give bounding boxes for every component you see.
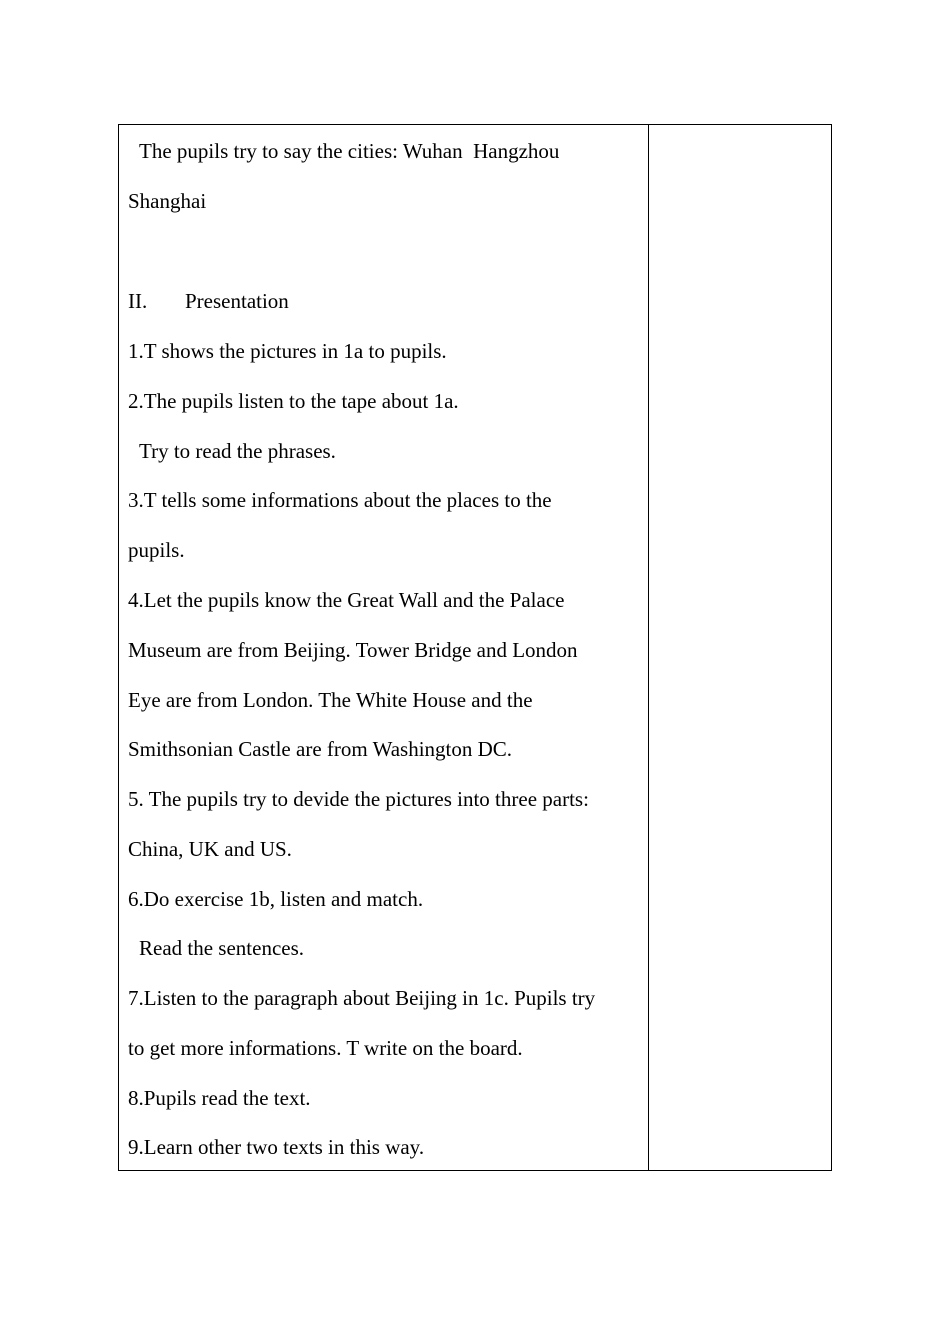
list-item: 3.T tells some informations about the places to the <box>128 488 552 512</box>
list-item: 4.Let the pupils know the Great Wall and the Palace <box>128 588 565 612</box>
list-item: Smithsonian Castle are from Washington DC. <box>128 737 513 761</box>
list-item: 8.Pupils read the text. <box>128 1086 311 1110</box>
list-item: 1.T shows the pictures in 1a to pupils. <box>128 339 447 363</box>
list-item: 9.Learn other two texts in this way. <box>128 1135 425 1159</box>
procedure-cell <box>119 125 649 1170</box>
list-item: Museum are from Beijing. Tower Bridge and London <box>128 638 578 662</box>
list-item: 5. The pupils try to devide the pictures into three parts: <box>128 787 589 811</box>
list-item: Try to read the phrases. <box>139 439 336 463</box>
list-item: Eye are from London. The White House and the <box>128 688 533 712</box>
list-item: 2.The pupils listen to the tape about 1a. <box>128 389 459 413</box>
list-item: to get more informations. T write on the board. <box>128 1036 523 1060</box>
text-line: The pupils try to say the cities: Wuhan Hangzhou <box>139 139 560 163</box>
list-item: Read the sentences. <box>139 936 305 960</box>
notes-cell <box>649 125 831 1170</box>
section-number: II. <box>128 289 148 313</box>
section-title: Presentation <box>185 289 289 313</box>
lesson-table <box>118 124 832 1171</box>
list-item: pupils. <box>128 538 185 562</box>
list-item: 6.Do exercise 1b, listen and match. <box>128 887 424 911</box>
text-line: Shanghai <box>128 189 207 213</box>
list-item: China, UK and US. <box>128 837 292 861</box>
list-item: 7.Listen to the paragraph about Beijing in 1c. Pupils try <box>128 986 596 1010</box>
